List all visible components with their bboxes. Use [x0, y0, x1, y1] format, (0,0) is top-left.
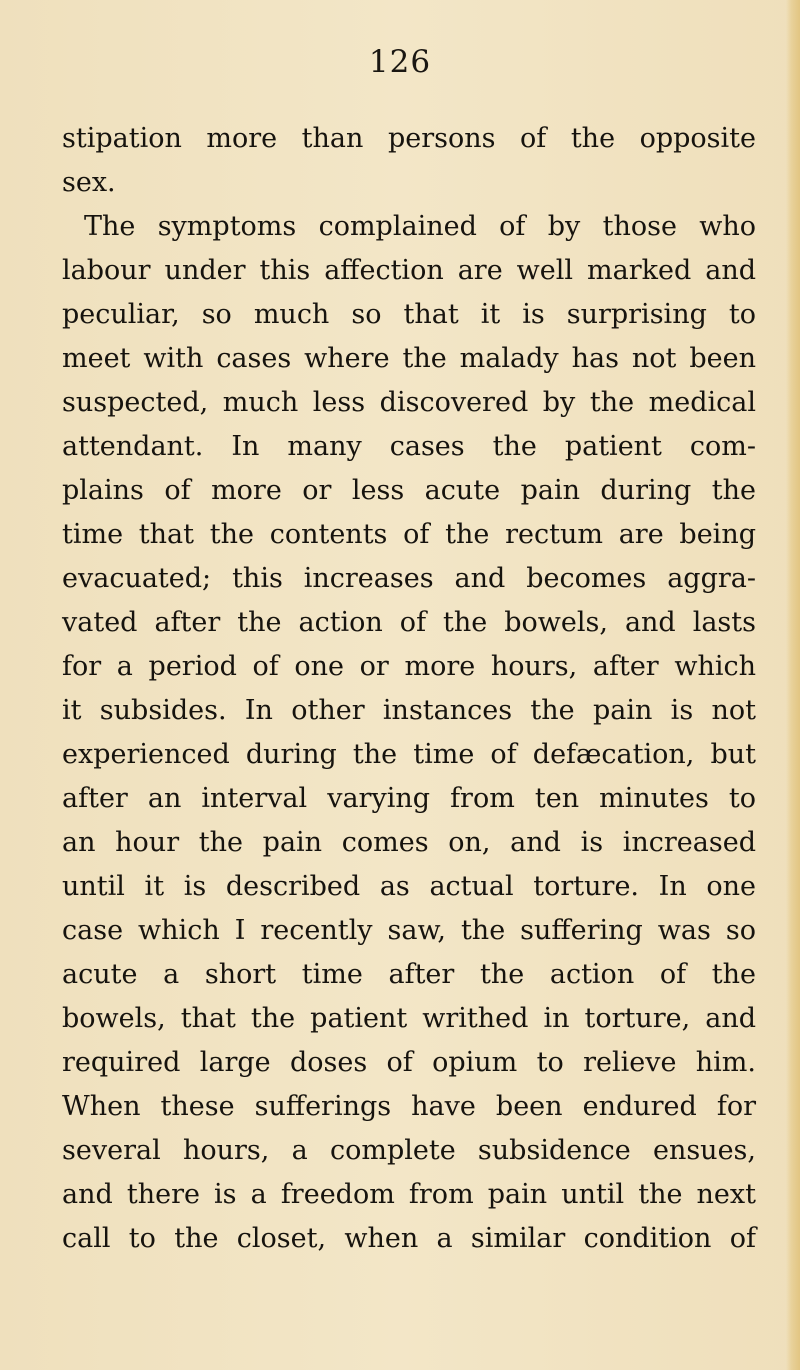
- text-line: sex.: [62, 167, 116, 198]
- text-line: The symptoms complained of by those who: [84, 211, 756, 242]
- text-line: stipation more than persons of the opposite: [62, 123, 756, 154]
- text-line: vated after the action of the bowels, and lasts: [62, 607, 756, 638]
- text-line: experienced during the time of defæcation, but: [62, 739, 756, 770]
- text-line: bowels, that the patient writhed in torture, and: [62, 1003, 756, 1034]
- text-line: case which I recently saw, the suffering was so: [62, 915, 756, 946]
- text-line: meet with cases where the malady has not been: [62, 343, 756, 374]
- text-line: labour under this affection are well marked and: [62, 255, 756, 286]
- text-line: time that the contents of the rectum are being: [62, 519, 756, 550]
- text-line: required large doses of opium to relieve him.: [62, 1047, 756, 1078]
- text-line: evacuated; this increases and becomes aggra-: [62, 563, 756, 594]
- text-line: until it is described as actual torture. In one: [62, 871, 756, 902]
- text-line: plains of more or less acute pain during the: [62, 475, 756, 506]
- text-line: attendant. In many cases the patient com-: [62, 431, 756, 462]
- text-line: several hours, a complete subsidence ensues,: [62, 1135, 756, 1166]
- text-line: call to the closet, when a similar condition of: [62, 1223, 756, 1254]
- text-line: it subsides. In other instances the pain is not: [62, 695, 756, 726]
- text-line: acute a short time after the action of the: [62, 959, 756, 990]
- text-line: peculiar, so much so that it is surprising to: [62, 299, 756, 330]
- text-line: for a period of one or more hours, after which: [62, 651, 756, 682]
- page-edge-shadow: [786, 0, 800, 1370]
- text-line: after an interval varying from ten minutes to: [62, 783, 756, 814]
- text-line: and there is a freedom from pain until the next: [62, 1179, 756, 1210]
- text-line: an hour the pain comes on, and is increased: [62, 827, 756, 858]
- text-line: suspected, much less discovered by the medical: [62, 387, 756, 418]
- body-text: [62, 117, 756, 1261]
- page-number: 126: [368, 44, 432, 80]
- text-line: When these sufferings have been endured for: [62, 1091, 756, 1122]
